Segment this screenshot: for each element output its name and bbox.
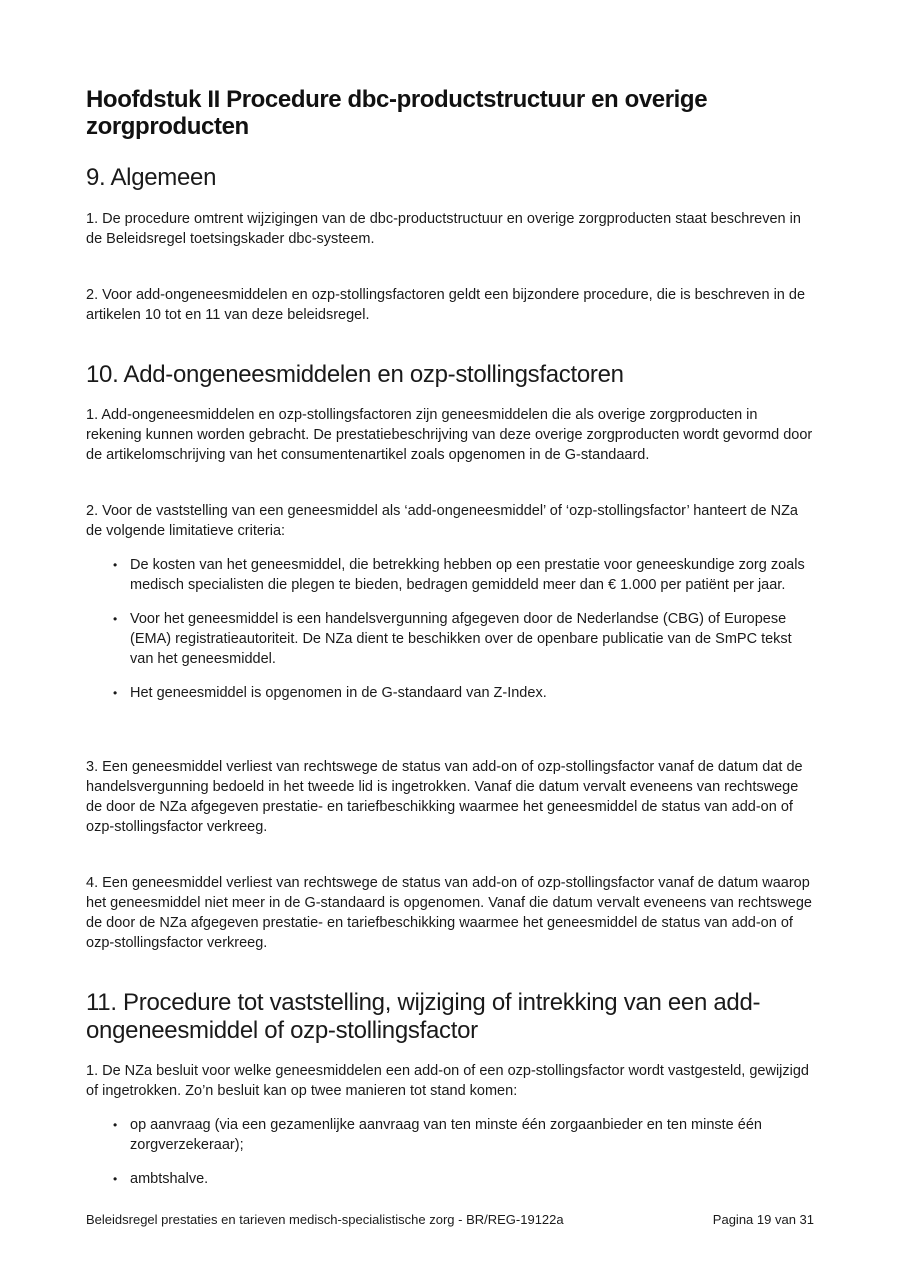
bullet-list [86,555,814,703]
paragraph: 3. Een geneesmiddel verliest van rechtswege de status van add-on of ozp-stollingsfactor vanaf de datum dat de handelsvergunning bedoeld in het tweede lid is ingetrokken. Vanaf die datum vervalt eveneens van rechtswege de door de NZa afgegeven prestatie- en tariefbeschikking waarmee het geneesmiddel de status van add-on of ozp-stollingsfactor verkreeg. [86,758,803,835]
paragraph: 2. Voor de vaststelling van een geneesmiddel als ‘add-ongeneesmiddel’ of ‘ozp-stollingsfactor’ hanteert de NZa de volgende limitatieve criteria: [86,502,799,539]
paragraph: 4. Een geneesmiddel verliest van rechtswege de status van add-on of ozp-stollingsfactor vanaf de datum waarop het geneesmiddel niet meer in de G-standaard is opgenomen. Vanaf die datum vervalt eveneens van rechtswege de door de NZa afgegeven prestatie- en tariefbeschikking waarmee het geneesmiddel de status van add-on of ozp-stollingsfactor verkreeg. [86,874,812,951]
bullet-item: • De kosten van het geneesmiddel, die betrekking hebben op een prestatie voor geneeskundige zorg zoals medisch specialisten die plegen te bieden, bedragen gemiddeld meer dan € 1.000 per patiënt per jaar. [130,555,814,595]
bullet-item: • Voor het geneesmiddel is een handelsvergunning afgegeven door de Nederlandse (CBG) of Europese (EMA) registratieautoriteit. De NZa dient te beschikken over de openbare publicatie van de SmPC tekst van het geneesmiddel. [130,609,814,669]
section-heading: 9. Algemeen [86,164,217,192]
paragraph: 1. De NZa besluit voor welke geneesmiddelen een add-on of een ozp-stollingsfactor wordt vastgesteld, gewijzigd of ingetrokken. Zo’n besluit kan op twee manieren tot stand komen: [86,1063,809,1100]
paragraph: 1. Add-ongeneesmiddelen en ozp-stollingsfactoren zijn geneesmiddelen die als overige zorgproducten in rekening kunnen worden gebracht. De prestatiebeschrijving van deze overige zorgproducten wordt gevormd door de artikelomschrijving van het consumentenartikel zoals opgenomen in de G-standaard. [86,406,813,463]
section-heading: 10. Add-ongeneesmiddelen en ozp-stollingsfactoren [86,360,624,388]
bullet-item: • op aanvraag (via een gezamenlijke aanvraag van ten minste één zorgaanbieder en ten minste één zorgverzekeraar); [130,1115,814,1155]
paragraph: 1. De procedure omtrent wijzigingen van de dbc-productstructuur en overige zorgproducten staat beschreven in de Beleidsregel toetsingskader dbc-systeem. [86,210,801,247]
footer-page-number: Pagina 19 van 31 [712,1212,814,1227]
bullet-item: • Het geneesmiddel is opgenomen in de G-standaard van Z-Index. [130,683,814,703]
document-body [86,164,814,1189]
paragraph: 2. Voor add-ongeneesmiddelen en ozp-stollingsfactoren geldt een bijzondere procedure, die is beschreven in de artikelen 10 tot en 11 van deze beleidsregel. [86,286,806,323]
bullet-list [86,1115,814,1189]
page-footer [86,1212,814,1228]
bullet-item: • ambtshalve. [130,1169,814,1189]
page-title: Hoofdstuk II Procedure dbc-productstructuur en overige zorgproducten [86,86,708,141]
section-heading: 11. Procedure tot vaststelling, wijziging of intrekking van een add-ongeneesmiddel of ozp-stollingsfactor [86,988,761,1045]
footer-document-reference: Beleidsregel prestaties en tarieven medisch-specialistische zorg - BR/REG-19122a [86,1212,564,1227]
